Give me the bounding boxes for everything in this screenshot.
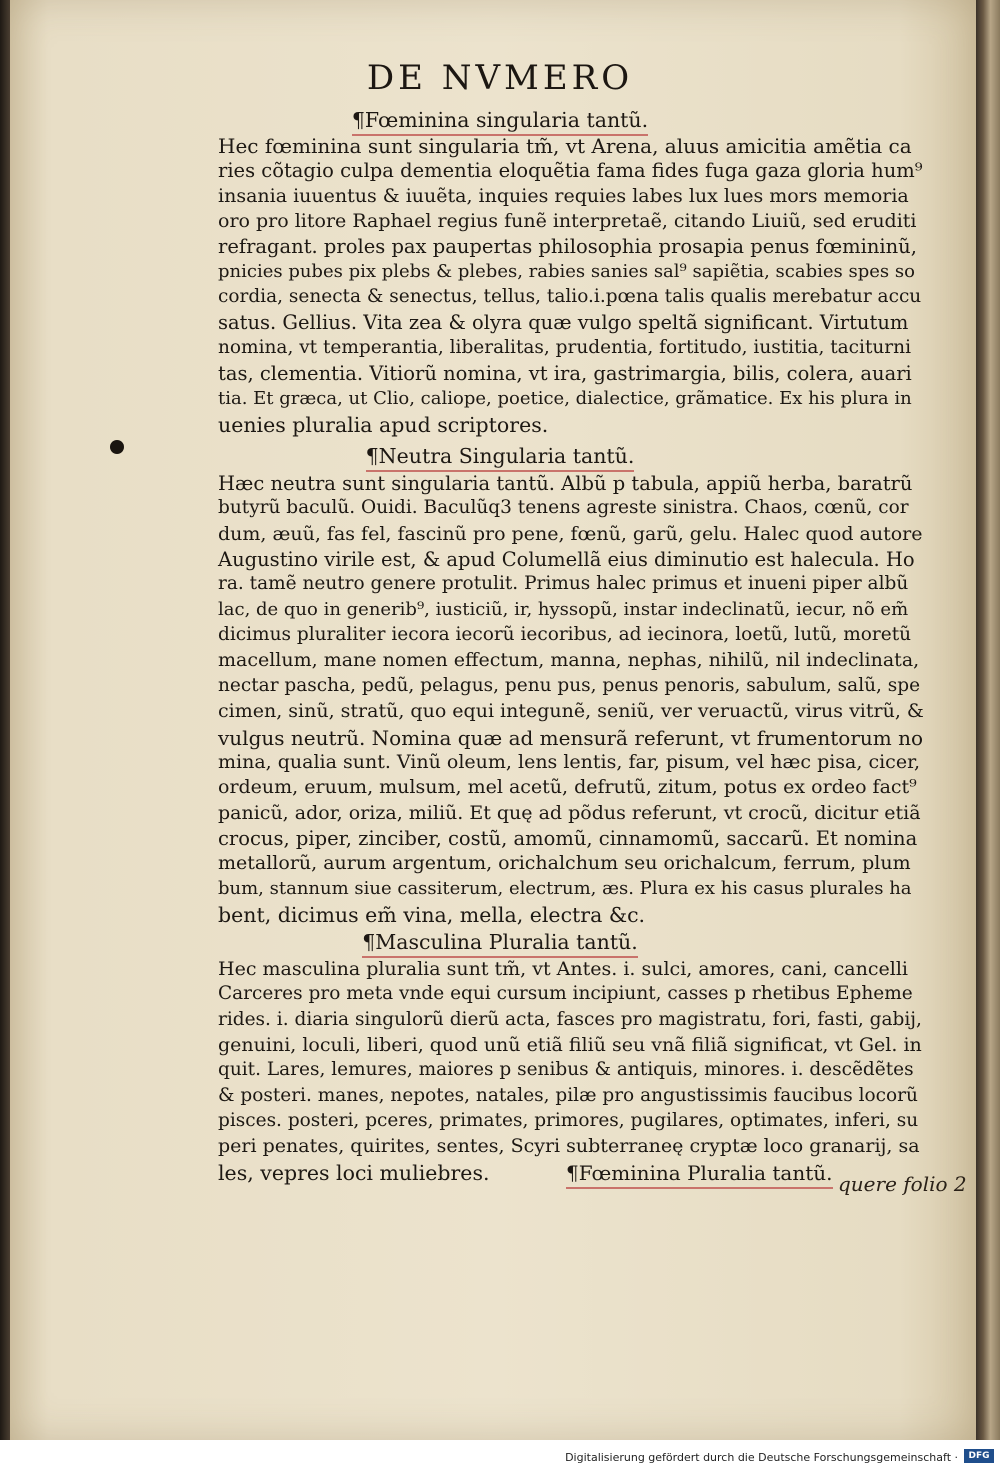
text-line: pnicies pubes pix plebs & plebes, rabies sanies sal⁹ sapiẽtia, scabies spes so: [218, 260, 915, 282]
footer-text: Digitalisierung gefördert durch die Deutsche Forschungsgemeinschaft ·: [565, 1451, 958, 1464]
section-heading: [0, 446, 1000, 467]
section-heading: [0, 110, 1000, 131]
text-line: cordia, senecta & senectus, tellus, talio.i.pœna talis qualis merebatur accu: [218, 286, 922, 308]
text-line: refragant. proles pax paupertas philosophia prosapia penus fœmininũ,: [218, 235, 917, 259]
text-line: genuini, loculi, liberi, quod unũ etiã filiũ seu vnã filiã significat, vt Gel. in: [218, 1034, 922, 1057]
text-line: oro pro litore Raphael regius funẽ interpretaẽ, citando Liuiũ, sed eruditi: [218, 210, 917, 233]
text-line: nomina, vt temperantia, liberalitas, prudentia, fortitudo, iustitia, taciturni: [218, 336, 911, 358]
book-edge-right: [976, 0, 1000, 1440]
text-line: cimen, sinũ, stratũ, quo equi integunẽ, seniũ, ver veruactũ, virus vitrũ, &: [218, 700, 924, 723]
text-line: dum, æuũ, fas fel, fascinũ pro pene, fœnũ, garũ, gelu. Halec quod autore: [218, 522, 923, 545]
text-line: & posteri. manes, nepotes, natales, pilæ pro angustissimis faucibus locorũ: [218, 1084, 918, 1106]
text-line: butyrũ baculũ. Ouidi. Baculũq3 tenens agreste sinistra. Chaos, cœnũ, cor: [218, 497, 909, 519]
text-line: dicimus pluraliter iecora iecorũ iecoribus, ad iecinora, loetũ, lutũ, moretũ: [218, 624, 912, 646]
text-line: insania iuuentus & iuuẽta, inquies requies labes lux lues mors memoria: [218, 184, 909, 207]
text-line: bent, dicimus em̃ vina, mella, electra &c.: [218, 902, 646, 927]
text-line: tas, clementia. Vitiorũ nomina, vt ira, gastrimargia, bilis, colera, auari: [218, 362, 912, 386]
text-line: nectar pascha, pedũ, pelagus, penu pus, penus penoris, sabulum, salũ, spe: [218, 674, 921, 696]
text-line: ra. tamẽ neutro genere protulit. Primus halec primus et inueni piper albũ: [218, 573, 909, 595]
margin-note: quere folio 2: [838, 1172, 967, 1196]
text-line: uenies pluralia apud scriptores.: [218, 412, 549, 437]
text-line: panicũ, ador, oriza, miliũ. Et quę ad põdus referunt, vt crocũ, dicitur etiã: [218, 801, 921, 824]
text-line: lac, de quo in generib⁹, iusticiũ, ir, hyssopũ, instar indeclinatũ, iecur, nõ em̃: [218, 598, 909, 620]
text-line: satus. Gellius. Vita zea & olyra quæ vulgo speltã significant. Virtutum: [218, 311, 909, 335]
text-line: rides. i. diaria singulorũ dierũ acta, fasces pro magistratu, fori, fasti, gabij,: [218, 1008, 922, 1030]
dfg-logo: DFG: [964, 1449, 994, 1463]
book-edge-left: [0, 0, 10, 1440]
text-line: les, vepres loci muliebres.: [218, 1160, 490, 1185]
text-line: quit. Lares, lemures, maiores p senibus & antiquis, minores. i. descẽdẽtes: [218, 1059, 914, 1081]
text-line: Augustino virile est, & apud Columellã eius diminutio est halecula. Ho: [218, 548, 915, 572]
text-line: Hec masculina pluralia sunt tm̃, vt Antes. i. sulci, amores, cani, cancelli: [218, 958, 908, 980]
page-header: DE NVMERO: [366, 58, 634, 98]
text-line: peri penates, quirites, sentes, Scyri subterraneę cryptæ loco granarij, sa: [218, 1135, 920, 1158]
ink-dot: [110, 440, 124, 454]
text-line: pisces. posteri, pceres, primates, primores, pugilares, optimates, inferi, su: [218, 1110, 919, 1132]
text-line: macellum, mane nomen effectum, manna, nephas, nihilũ, nil indeclinata,: [218, 649, 920, 672]
text-line: vulgus neutrũ. Nomina quæ ad mensurã referunt, vt frumentorum no: [218, 725, 924, 750]
footer-bar: [0, 1440, 1000, 1474]
text-line: crocus, piper, zinciber, costũ, amomũ, cinnamomũ, saccarũ. Et nomina: [218, 826, 918, 850]
text-line: metallorũ, aurum argentum, orichalchum seu orichalcum, ferrum, plum: [218, 852, 911, 875]
text-line: mina, qualia sunt. Vinũ oleum, lens lentis, far, pisum, vel hæc pisa, cicer,: [218, 750, 921, 773]
text-line: Carceres pro meta vnde equi cursum incipiunt, casses p rhetibus Epheme: [218, 983, 913, 1005]
closing-heading-text: ¶Fœminina Pluralia tantũ.: [566, 1161, 833, 1189]
text-line: Hæc neutra sunt singularia tantũ. Albũ p tabula, appiũ herba, baratrũ: [218, 472, 913, 495]
section-heading-text: ¶Fœminina singularia tantũ.: [352, 108, 648, 136]
section-heading: [0, 932, 1000, 953]
text-line: tia. Et græca, ut Clio, caliope, poetice, dialectice, grãmatice. Ex his plura in: [218, 387, 912, 409]
text-line: Hec fœminina sunt singularia tm̃, vt Arena, aluus amicitia amẽtia ca: [218, 134, 912, 158]
text-line: ordeum, eruum, mulsum, mel acetũ, defrutũ, zitum, potus ex ordeo fact⁹: [218, 776, 917, 799]
text-line: ries cõtagio culpa dementia eloquẽtia fama fides fuga gaza gloria hum⁹: [218, 159, 923, 183]
closing-heading: [566, 1160, 836, 1185]
text-line: bum, stannum siue cassiterum, electrum, æs. Plura ex his casus plurales ha: [218, 877, 912, 899]
section-heading-text: ¶Neutra Singularia tantũ.: [366, 444, 635, 472]
section-heading-text: ¶Masculina Pluralia tantũ.: [362, 930, 638, 958]
